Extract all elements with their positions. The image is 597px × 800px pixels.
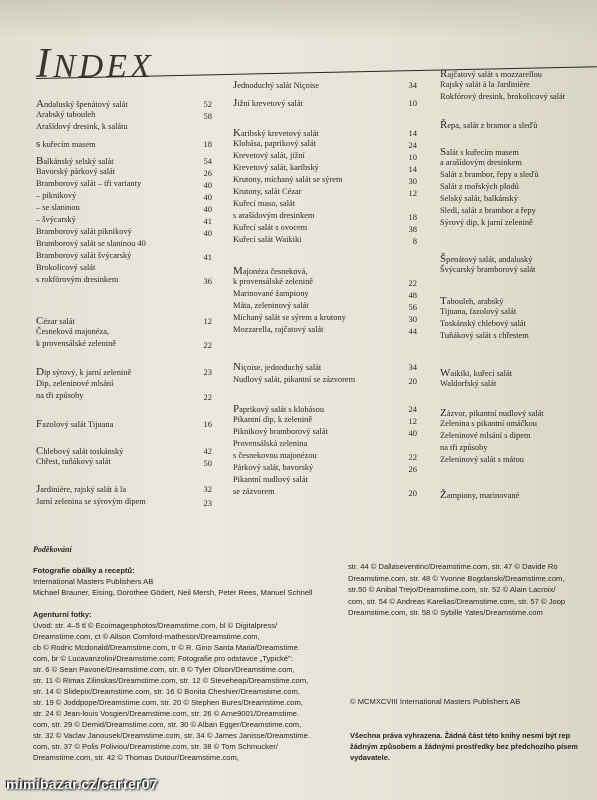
index-entry [440,368,512,379]
index-entry [440,147,519,158]
index-entry [440,171,539,179]
index-entry [233,176,342,184]
rights-line: vydavatele. [350,753,390,762]
credit-line: str. 44 © Dallaseventinc/Dreamstime.com, str. 47 © Davide Ro [348,562,558,571]
index-entry [440,120,537,131]
index-entry [233,464,313,472]
index-entry [233,376,355,384]
index-page-number: 40 [408,428,417,438]
index-page-number: 40 [203,192,212,202]
index-entry [233,404,324,415]
index-entry [440,408,544,419]
credit-line: Dreamstime.com, ct © Alison Cornford-matheson/Dreamstime.com, [33,632,260,641]
index-page-number: 12 [408,188,417,198]
index-entry [36,168,115,176]
index-entry [36,99,128,110]
index-entry [440,93,565,101]
index-page-number: 42 [203,446,212,456]
index-page-number: 23 [203,498,212,508]
index-page-number: 58 [203,111,212,121]
index-page-number: 38 [408,224,417,234]
index-entry [233,188,302,196]
page-shadow [0,0,597,40]
index-entry-label: s rokfórovým dresinkem [36,275,119,284]
index-entry [36,340,116,348]
index-entry-label: Párkový salát, bavorský [233,463,314,472]
credit-line: str. 6 © Sean Pavone/Dreamstime.com, str. 8 © Tyler Olson/Dreamstime.com, [33,665,295,674]
index-entry-label: k provensálské zelenině [233,277,313,286]
index-entry [440,490,519,501]
credit-line: com, str. 29 © Demid/Dreamstime.com, str. 30 © Alban Egger/Dreamstime.com, [33,720,302,729]
index-page-number: 30 [408,314,417,324]
index-entry [233,488,275,496]
credit-line: Dreamstime.com, str. 48 © Yvonne Bogdanski/Dreamstime.com, [348,573,565,583]
index-entry [233,224,307,232]
index-page-number: 20 [408,376,417,386]
index-entry-label: Dip, zeleninové mlsání [36,379,114,388]
index-entry-label: Marinované žampiony [233,289,309,298]
index-page-number: 12 [408,416,417,426]
index-page-number: 34 [408,80,417,90]
index-entry [440,380,496,388]
index-page-number: 54 [203,156,212,166]
index-entry-label: Jarní zelenina se sýrovým dipem [36,497,146,506]
index-entry [233,290,309,298]
index-entry-label: s česnekovou majonézou [233,451,317,460]
index-entry [440,444,487,452]
index-page-number: 30 [408,176,417,186]
index-page-number: 14 [408,164,417,174]
index-page-number: 48 [408,290,417,300]
copyright-line: © MCMXCVIII International Masters Publishers AB [350,697,521,706]
index-page-number: 22 [408,452,417,462]
index-entry-label: Zeleninový salát s mátou [440,455,524,464]
index-entry-label: na tři způsoby [36,391,84,400]
credit-line: com, br © Lucavanzolini/Dreamstime.com; Fotografie pro odstavce „Typické": [33,654,293,663]
rights-line: Všechna práva vyhrazena. Žádná část této knihy nesmí být rep [350,731,571,740]
index-entry-label: Piknikový bramborový salát [233,427,328,436]
index-page-number: 8 [412,236,417,246]
credits-heading: Poděkování [33,545,72,554]
index-entry [440,456,524,464]
page-title: INDEX [36,41,154,87]
index-entry-label: Arabský tabouleh [36,110,96,119]
credit-line: Michael Brauner, Eising, Dorothee Gödert, Neil Mersh, Peter Rees, Manuel Schnell [33,588,313,597]
index-entry-label: Sledi, salát z brambor a řepy [440,206,536,215]
index-entry [36,380,113,388]
index-entry [233,326,323,334]
index-entry-label: Krutony, salát Cézar [233,187,302,196]
index-entry [36,458,111,466]
rights-line: žádným způsobem a žádnými prostředky bez předchozího písem [350,742,578,751]
index-entry [36,123,128,131]
index-entry-label: Bramborový salát piknikový [36,227,132,236]
index-entry-label: Bramborový salát – tři varianty [36,179,142,188]
index-entry [233,266,307,277]
index-entry-label: Krutony, míchaný salát se sýrem [233,175,343,184]
index-entry [36,316,75,327]
index-entry-label: Špenátový salát, andaluský [440,253,533,265]
index-entry [233,164,319,172]
index-page-number: 18 [408,212,417,222]
index-entry [440,195,518,203]
index-entry-label: Žampiony, marinované [440,489,520,501]
index-entry-label: Dip sýrový, k jarní zelenině [36,366,132,378]
index-entry [440,432,530,440]
index-entry [36,498,146,506]
index-entry-label: Chřest, tuňákový salát [36,457,111,466]
index-page-number: 41 [203,216,212,226]
index-entry [233,428,328,436]
index-entry-label: Řepa, salát z bramor a sleďů [440,119,538,131]
index-page-number: 36 [203,276,212,286]
index-entry-label: Salát z brambor, řepy a sleďů [440,170,539,179]
index-entry [36,484,126,495]
index-page-number: 16 [203,419,212,429]
index-entry-label: Bramborový salát švýcarský [36,251,132,260]
index-entry-label: Nudlový salát, pikantní se zázvorem [233,375,356,384]
index-entry [233,200,295,208]
index-entry-label: Pikantní dip, k zelenině [233,415,313,424]
index-entry [440,159,522,167]
index-entry-label: Jardinière, rajský salát à la [36,483,127,495]
index-entry-label: s arašídovým dresinkem [233,211,315,220]
index-page-number: 40 [203,180,212,190]
index-entry [440,69,542,80]
index-page-number: 40 [203,204,212,214]
index-page-number: 22 [203,392,212,402]
index-page-number: 23 [203,367,212,377]
index-page-number: 10 [408,152,417,162]
index-page-number: 50 [203,458,212,468]
index-entry [36,276,118,284]
index-entry-label: Mozzarella, rajčatový salát [233,325,324,334]
index-entry-label: Zeleninové mlsání s dipem [440,431,531,440]
index-entry [36,367,131,378]
index-entry-label: Krevetový salát, jižní [233,151,305,160]
index-entry [36,204,80,212]
index-entry-label: Švýcarský bramborový salát [440,265,536,274]
credit-line: str. 32 © Vaclav Janousek/Dreamstime.com, str. 34 © James Janisse/Dreamstime. [33,731,310,740]
index-entry-label: Waikiki, kuřecí salát [440,367,513,379]
index-entry-label: – švýcarský [36,215,76,224]
index-entry-label: – se slaninou [36,203,80,212]
index-entry-label: Zázvor, pikantní nudlový salát [440,407,544,419]
index-entry [233,278,313,286]
index-entry [233,236,301,244]
index-page-number: 10 [408,98,417,108]
credit-line: str. 24 © Jean-louis Vosgien/Dreamstime.com, str. 26 © Arne9001/Dreamstime. [33,709,300,718]
credit-line: com, str. 37 © Polis Poliviou/Dreamstime.com, str. 38 © Tom Schmucker/ [33,742,278,751]
credit-line: cb © Rodric Mcdonald/Dreamstime.com, tr © R. Gino Santa Maria/Dreamstime. [33,643,300,652]
index-entry-label: Rajčatový salát s mozzarellou [440,68,542,80]
index-entry-label: Salát s kuřecím masem [440,146,519,158]
index-entry [233,314,346,322]
index-page-number: 34 [408,362,417,372]
index-entry-label: Máta, zeleninový salát [233,301,309,310]
index-entry [36,228,132,236]
index-entry [440,219,533,227]
index-entry [233,302,309,310]
index-entry [36,392,83,400]
index-entry-label: Míchaný salát se sýrem a krutony [233,313,346,322]
index-entry-label: Sýrový dip, k jarní zelenině [440,218,533,227]
index-entry [440,183,519,191]
index-entry [36,192,76,200]
index-entry-label: Kuřecí salát s ovocem [233,223,308,232]
index-entry-label: Majonéza česneková, [233,265,308,277]
index-entry [233,452,317,460]
index-entry [36,156,114,167]
index-page-number: 56 [408,302,417,312]
index-entry [36,180,141,188]
index-entry-label: Jižní krevetový salát [233,97,303,109]
index-page-number: 44 [408,326,417,336]
credit-line: com, str. 54 © Andreas Karelias/Dreamstime.com, str. 57 © Joop [348,596,566,606]
index-entry-label: Andaluský špenátový salát [36,98,128,110]
index-entry-label: Fazolový salát Tijuana [36,418,114,430]
index-entry-label: Provensálská zelenina [233,439,308,448]
index-entry [36,216,76,224]
index-page-number: 20 [408,488,417,498]
index-entry-label: s kuřecím masem [36,138,96,150]
index-entry-label: na tři způsoby [440,443,488,452]
index-entry [440,308,516,316]
index-entry [36,419,113,430]
credit-line: Úvod: str. 4–5 tl © Ecoimagesphotos/Dreamstime.com, bl © Digitalpress/ [33,621,278,630]
credit-line: Dreamstime.com, str. 58 © Sybille Yates/Dreamstime.com [348,608,543,617]
index-entry [233,212,314,220]
index-page-number: 40 [203,228,212,238]
index-entry-label: Tuňákový salát s chřestem [440,331,529,340]
index-page-number: 41 [203,252,212,262]
index-entry [36,240,146,248]
index-page-number: 14 [408,128,417,138]
index-entry-label: a arašídovým dresinkem [440,158,522,167]
credit-line: str.50 © Anibal Trejo/Dreamstime.com, str. 52 © Alain Lacroix/ [348,585,556,594]
index-entry [440,254,532,265]
credit-line: Agenturní fotky: [33,610,92,619]
index-entry-label: Tabouleh, arabský [440,295,504,307]
index-entry [440,420,537,428]
index-page-number: 12 [203,316,212,326]
credit-line: str. 19 © Joddpope/Dreamstime.com, str. 20 © Stephen Bures/Dreamstime.com, [33,698,303,707]
index-entry [233,152,305,160]
index-entry [440,332,529,340]
index-entry-label: k provensálské zelenině [36,339,116,348]
index-page-number: 18 [203,139,212,149]
index-page-number: 22 [408,278,417,288]
index-entry-label: Kuřecí salát Waikiki [233,235,302,244]
index-entry [233,140,316,148]
index-entry [440,296,503,307]
index-entry [233,128,319,139]
index-entry-label: Niçoise, jednoduchý salát [233,361,322,373]
index-entry-label: Waldorfský salát [440,379,497,388]
index-entry [36,252,131,260]
index-entry-label: Tijuana, fazolový salát [440,307,517,316]
credit-line: International Masters Publishers AB [33,577,154,586]
index-page-number: 24 [408,140,417,150]
index-entry [36,139,96,150]
credit-line: str. 14 © Slidepix/Dreamstime.com, str. 16 © Bonita Cheshier/Dreamstime.com, [33,687,300,696]
index-entry-label: Balkánský selský salát [36,155,114,167]
index-entry-label: Brokolicový salát [36,263,96,272]
index-entry-label: Kuřecí maso, salát [233,199,296,208]
index-entry [233,98,303,109]
index-entry-label: – piknikový [36,191,77,200]
index-entry-label: Karibský krevetový salát [233,127,319,139]
index-entry-label: Toskánský chlebový salát [440,319,526,328]
index-entry-label: Česneková majonéza, [36,327,110,336]
index-entry-label: Paprikový salát s klobásou [233,403,325,415]
index-entry-label: Rokfórový dresink, brokolicový salát [440,92,566,101]
index-entry [440,81,530,89]
index-entry [233,476,308,484]
index-page-number: 24 [408,404,417,414]
index-entry-label: Pikantní nudlový salát [233,475,308,484]
index-entry [233,440,307,448]
index-entry [36,111,95,119]
credit-line: Dreamstime.com, str. 42 © Thomas Dutour/Dreamstime.com, [33,753,239,762]
index-entry-label: se zázvorem [233,487,275,496]
index-entry [36,264,95,272]
index-entry-label: Selský salát, balkánský [440,194,518,203]
index-entry-label: Krevetový salát, karibský [233,163,319,172]
index-entry [36,446,123,457]
index-entry [233,416,312,424]
index-entry-label: Chlebový salát toskánský [36,445,124,457]
index-entry [440,266,535,274]
credit-line: str. 11 © Rimas Zilinskas/Dreamstime.com, str. 12 © Steveheap/Dreamstime.com, [33,676,309,685]
index-entry-label: Klobása, paprikový salát [233,139,317,148]
index-page-number: 32 [203,484,212,494]
watermark-text: mimibazar.cz/carter07 [6,776,158,792]
index-entry-label: Jednoduchý salát Niçoise [233,79,320,91]
index-entry [440,320,526,328]
index-entry-label: Rajský salát à la Jardinière [440,80,530,89]
index-entry [233,362,321,373]
index-entry [440,207,536,215]
index-entry [36,328,109,336]
index-entry-label: Arašídový dresink, k salátu [36,122,128,131]
index-entry-label: Cézar salát [36,315,75,327]
credit-line: Fotografie obálky a receptů: [33,566,135,575]
index-entry-label: Bramborový salát se slaninou 40 [36,239,146,248]
index-page-number: 26 [203,168,212,178]
index-entry-label: Salát z mořských plodů [440,182,519,191]
index-entry-label: Bavorský párkový salát [36,167,116,176]
index-entry-label: Zelenina s pikantní omáčkou [440,419,537,428]
index-page-number: 52 [203,99,212,109]
index-entry [233,80,319,91]
index-page-number: 22 [203,340,212,350]
index-page-number: 26 [408,464,417,474]
